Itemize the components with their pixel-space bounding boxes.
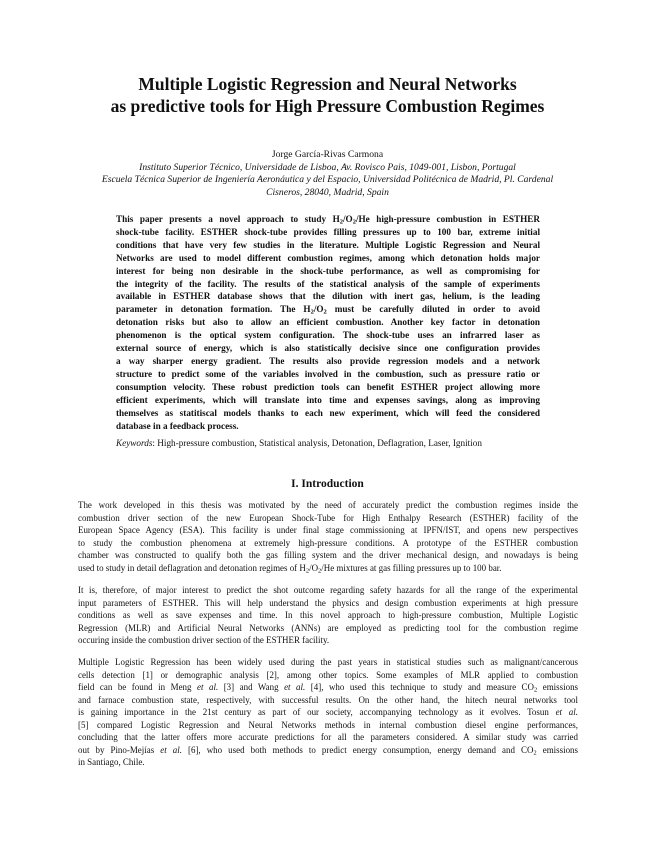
affiliation-line: Instituto Superior Técnico, Universidade de Lisboa, Av. Rovisco Pais, 1049-001, Lisbon, Portugal: [139, 162, 516, 173]
paragraph-line: occuring inside the combustion driver section of the ESTHER facility.: [78, 635, 330, 645]
abstract-line: database in a feedback process.: [116, 420, 239, 431]
abstract-line: This paper presents a novel approach to study $H_2/O_2/He$ high-pressure combustion in ESTHER: [116, 214, 540, 226]
paragraph-line: combustion driver section of the new European Shock-Tube for High Enthalpy Research (ESTHER) facility of the: [78, 512, 578, 523]
abstract-line: themselves as statitiscal models thanks to each new experiment, which will feed the considered: [116, 407, 540, 418]
paragraph-line: to study the combustion phenomena at extremely high-pressure conditions. A prototype of the ESTHER combustion: [78, 537, 578, 548]
section-heading: I. Introduction: [291, 478, 364, 490]
keywords-label: Keywords: [116, 438, 153, 448]
paragraph-line: European Space Agency (ESA). This facility is under final stage commissioning at IPFN/IST, and opens new perspectives: [78, 525, 578, 535]
abstract-line: detonation risks but also to allow an efficient combustion. Another key factor in detonation: [116, 317, 540, 328]
abstract-line: available in ESTHER database shows that the dilution with inert gas, helium, is the leading: [116, 291, 540, 302]
author-affiliations: [60, 162, 595, 199]
keywords-text: : High-pressure combustion, Statistical analysis, Detonation, Deflagration, Laser, Ignition: [152, 438, 482, 448]
abstract-line: phenomenon is the optical system configuration. The shock-tube uses an infrarred laser as: [116, 330, 540, 341]
paragraph-line: in Santiago, Chile.: [78, 757, 145, 767]
abstract-line: shock-tube facility. ESTHER shock-tube provides filling pressures up to 100 bar, extreme initial: [116, 226, 540, 237]
abstract-line: efficient experiments, which will translate into time and expenses savings, along as improving: [116, 394, 540, 405]
paragraph-line: Regression (MLR) and Artificial Neural Networks (ANNs) are employed as predicting tool for the combustion regime: [78, 622, 578, 633]
paragraph-line: chamber was constructed to qualify both the gas filling system and the driver mechanical design, and nowadays is being: [78, 550, 578, 560]
paragraph-line: is gaining importance in the 21st century as part of our society, accompanying technology as it evolves. Tosun et al.: [78, 707, 578, 717]
paragraph-line: used to study in detail deflagration and detonation regimes of $H_2/O_2/He$ mixtures at gas filling pressures up to 100 bar.: [78, 562, 502, 574]
paper-title: [0, 73, 655, 117]
abstract-line: the integrity of the facility. The results of the statistical analysis of the sample of experiments: [116, 278, 540, 289]
intro-paragraph-1: [78, 499, 578, 574]
paragraph-line: It is, therefore, of major interest to predict the shot outcome regarding safety hazards for all the range of the experimental: [78, 585, 578, 595]
affiliation-line: Escuela Técnica Superior de Ingeniería Aeronáutica y del Espacio, Universidad Politécnica de Madrid, Pl. Cardenal: [101, 174, 554, 186]
abstract-line: a way sharper energy gradient. The results also provide regression models and a network: [116, 355, 540, 366]
paragraph-line: out by Pino-Mejías et al. [6], who used both methods to predict energy consumption, energy demand and $CO_2$ emissions: [78, 744, 578, 756]
title-line-2: as predictive tools for High Pressure Combustion Regimes: [110, 96, 545, 116]
paragraph-line: Multiple Logistic Regression has been widely used during the past years in statistical studies such as malignant/cancerous: [78, 657, 578, 667]
title-line-1: Multiple Logistic Regression and Neural Networks: [138, 74, 517, 94]
abstract-line: parameter in detonation formation. The $H_2/O_2$ must be carefully diluted in order to avoid: [116, 304, 540, 316]
paragraph-line: The work developed in this thesis was motivated by the need of accurately predict the combustion regimes inside the: [78, 500, 578, 510]
paragraph-line: cells detection [1] or demographic analysis [2], among other topics. Some examples of MLR applied to combustion: [78, 669, 578, 680]
abstract-line: external source of energy, which is also statistically decisive since one configuration provides: [116, 343, 540, 354]
paragraph-line: and farnace combustion state, respectively, with successful results. On the other hand, the hitech neural networks tool: [78, 694, 578, 705]
abstract-line: interest for being non desirable in the shock-tube performance, as well as compromising for: [116, 265, 540, 276]
abstract: [116, 213, 540, 432]
abstract-line: consumption velocity. These robust prediction tools can benefit ESTHER project allowing more: [116, 381, 540, 392]
paragraph-line: field can be found in Meng et al. [3] and Wang et al. [4], who used this technique to study and measure $CO_2$ emissions: [78, 682, 579, 694]
abstract-line: conditions that have very few studies in the literature. Multiple Logistic Regression and Neural: [116, 239, 540, 250]
intro-paragraph-3: [78, 656, 578, 769]
paragraph-line: conditions as well as save expenses and time. In this novel approach to high-pressure combustion, Multiple Logistic: [78, 610, 578, 620]
paragraph-line: [5] compared Logistic Regression and Neural Networks methods in internal combustion diesel engine performances,: [78, 719, 578, 730]
keywords: [116, 437, 546, 449]
paragraph-line: concluding that the latter offers more accurate predictions for all the parameters considered. A similar study was carried: [78, 732, 578, 742]
paragraph-line: input parameters of ESTHER. This will help understand the physics and design combustion experiments at high pressure: [78, 597, 578, 608]
abstract-line: Networks are used to model different combustion regimes, among which detonation holds major: [116, 252, 540, 263]
author-name: Jorge García-Rivas Carmona: [271, 149, 384, 160]
abstract-line: structure to predict some of the variables involved in the combustion, such as pressure ratio or: [116, 368, 540, 379]
intro-paragraph-2: [78, 584, 578, 647]
affiliation-line: Cisneros, 28040, Madrid, Spain: [266, 186, 389, 198]
